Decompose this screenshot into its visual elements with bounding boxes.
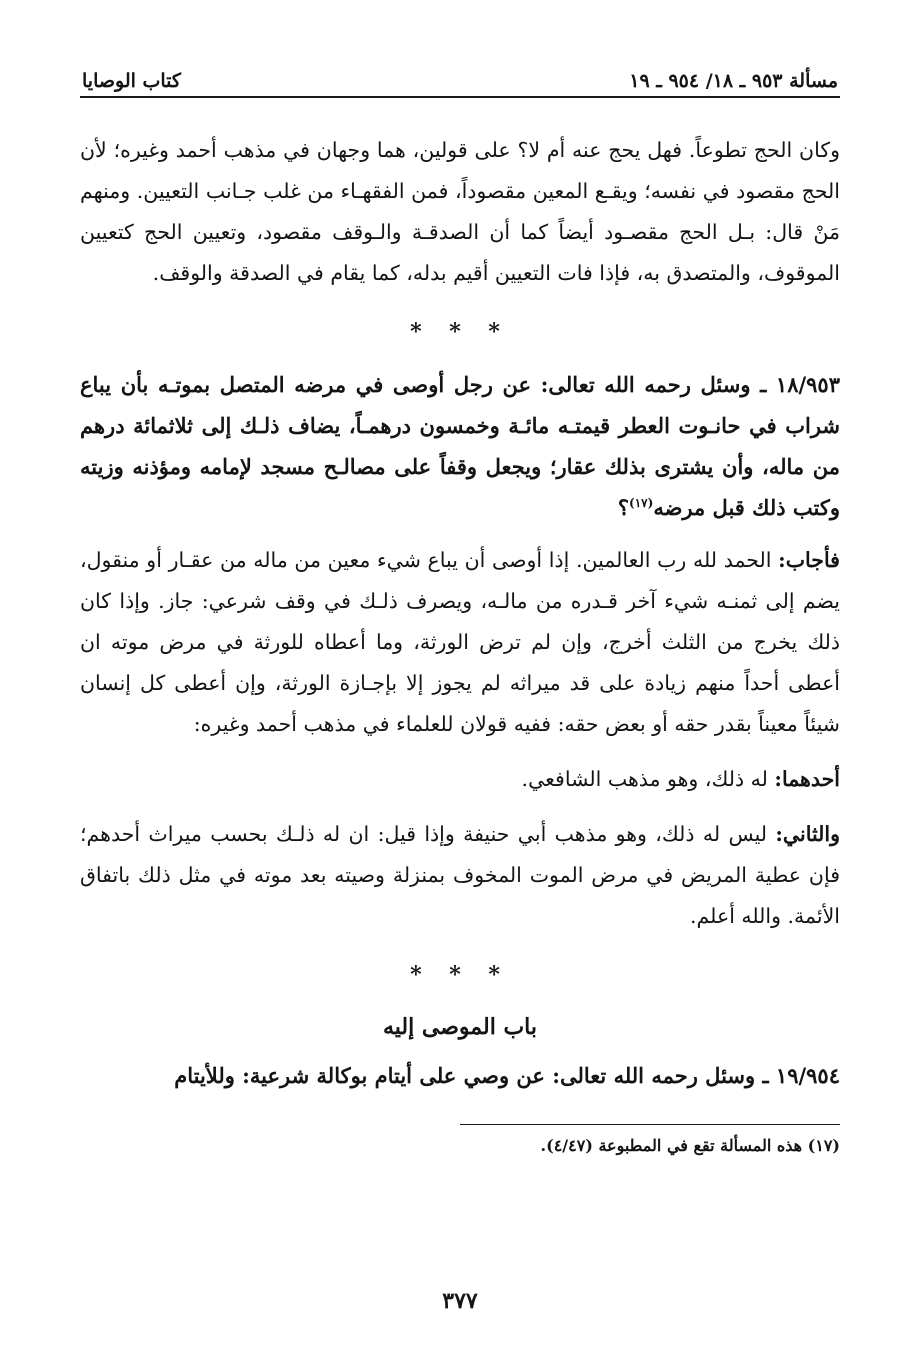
question-953 xyxy=(80,364,840,528)
footnote-rule xyxy=(460,1124,840,1125)
question-953-end: ؟ xyxy=(617,495,630,520)
first-opinion-lead: أحدهما: xyxy=(774,767,840,791)
answer-paragraph xyxy=(80,540,840,745)
question-953-text: ١٨/٩٥٣ ـ وسئل رحمه الله تعالى: عن رجل أوصى في مرضه المتصل بموتـه بأن يباع شراب في حانـوت العطر قيمتـه مائـة وخمسون درهمـاً، يضاف ذلـك إلى ثلاثمائة درهم من ماله، وأن يشترى بذلك عقار؛ ويجعل وقفاً على مصالـح مسجد لإمامه ومؤذنه وزيته وكتب ذلك قبل مرضه xyxy=(80,372,840,520)
paragraph-hajj: وكان الحج تطوعاً. فهل يحج عنه أم لا؟ على قولين، هما وجهان في مذهب أحمد وغيره؛ لأن الحج مقصود في نفسه؛ ويقـع المعين مقصوداً، فمن الفقهـاء من غلب جـانب التعيين. ومنهم مَنْ قال: بـل الحج مقصـود أيضاً كما أن الصدقـة والـوقف مقصود، وتعيين الحج كتعيين الموقوف، والمتصدق به، فإذا فات التعيين أقيم بدله، كما يقام في الصدقة والوقف. xyxy=(80,138,840,285)
first-opinion xyxy=(80,759,840,800)
section-divider: * * * xyxy=(410,319,510,345)
second-opinion-text: ليس له ذلك، وهو مذهب أبي حنيفة وإذا قيل: ان له ذلـك بحسب ميراث أحدهم؛فإن عطية المريض في مرض الموت المخوف بمنزلة وصيته بعد موته في مثل ذلك باتفاق الأئمة. والله أعلم. xyxy=(80,822,840,928)
second-opinion-lead: والثاني: xyxy=(775,822,840,846)
book-page xyxy=(80,58,840,1338)
answer-text: الحمد لله رب العالمين. إذا أوصى أن يباع شيء معين من ماله من عقـار أو منقول، يضم إلى ثمنـه شيء آخر قـدره من مالـه، ويصرف ذلـك في وقف شرعي: جاز. وإذا كان ذلك يخرج من الثلث أخرج، وإن لم ترض الورثة، وما أعطاه للورثة في مرض موته ان أعطى أحداً منهم زيادة على قد ميراثه لم يجوز إلا بإجـازة الورثة، وإن أعطى كل إنسان شيئاً معيناً بقدر حقه أو بعض حقه: ففيه قولان للعلماء في مذهب أحمد وغيره: xyxy=(80,548,840,736)
header-book-title: كتاب الوصايا xyxy=(82,70,181,92)
chapter-title: باب الموصى إليه xyxy=(382,1014,538,1040)
running-header xyxy=(80,58,840,98)
answer-lead: فأجاب: xyxy=(778,548,840,572)
footnote-marker: (١٧) xyxy=(629,496,654,510)
second-opinion xyxy=(80,814,840,937)
page-number: ٣٧٧ xyxy=(442,1288,478,1314)
header-issue-range: مسألة ٩٥٣ ـ ١٨/ ٩٥٤ ـ ١٩ xyxy=(629,70,838,92)
question-954: ١٩/٩٥٤ ـ وسئل رحمه الله تعالى: عن وصي على أيتام بوكالة شرعية: وللأيتام xyxy=(174,1063,840,1088)
section-divider-2: * * * xyxy=(410,962,510,988)
first-opinion-text: له ذلك، وهو مذهب الشافعي. xyxy=(521,767,775,791)
footnote-17: (١٧) هذه المسألة تقع في المطبوعة (٤/٤٧). xyxy=(540,1136,840,1155)
